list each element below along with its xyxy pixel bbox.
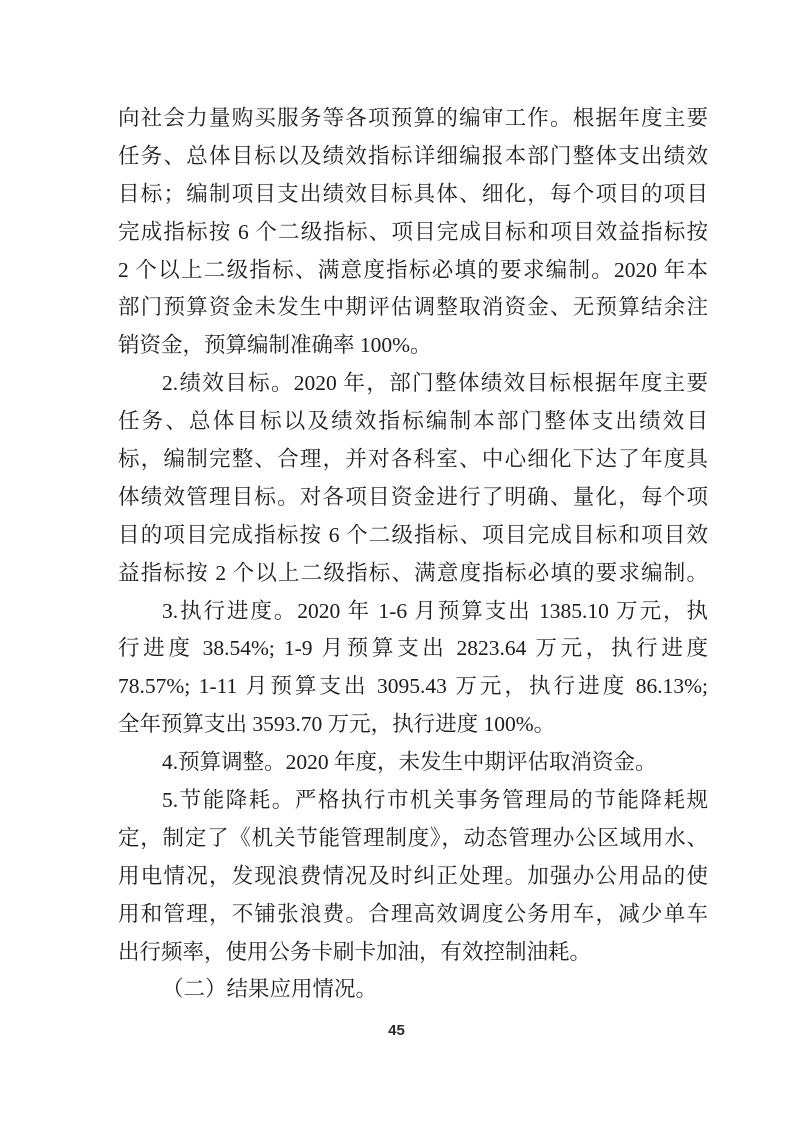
- text-line: 定，制定了《机关节能管理制度》，动态管理办公区域用水、: [118, 825, 708, 850]
- text-line: 目标；编制项目支出绩效目标具体、细化，每个项目的项目: [118, 181, 708, 206]
- paragraph: [118, 100, 708, 365]
- paragraph: [118, 744, 708, 782]
- text-line: 2.绩效目标。2020 年，部门整体绩效目标根据年度主要: [162, 371, 708, 396]
- text-line: 任务、总体目标以及绩效指标详细编报本部门整体支出绩效: [118, 143, 708, 168]
- text-line: 完成指标按 6 个二级指标、项目完成目标和项目效益指标按: [118, 219, 708, 244]
- text-line: 出行频率，使用公务卡刷卡加油，有效控制油耗。: [118, 939, 592, 964]
- text-line: 78.57%; 1-11 月预算支出 3095.43 万元，执行进度 86.13%;: [118, 674, 708, 699]
- text-line: 益指标按 2 个以上二级指标、满意度指标必填的要求编制。: [118, 560, 708, 585]
- text-line: 任务、总体目标以及绩效指标编制本部门整体支出绩效目: [118, 409, 708, 434]
- text-line: 用电情况，发现浪费情况及时纠正处理。加强办公用品的使: [118, 863, 708, 888]
- text-line: 用和管理，不铺张浪费。合理高效调度公务用车，减少单车: [118, 901, 708, 926]
- text-line: 体绩效管理目标。对各项目资金进行了明确、量化，每个项: [118, 484, 708, 509]
- text-line: 行进度 38.54%; 1-9 月预算支出 2823.64 万元，执行进度: [118, 636, 708, 661]
- text-line: （二）结果应用情况。: [162, 977, 378, 1002]
- text-line: 部门预算资金未发生中期评估调整取消资金、无预算结余注: [118, 295, 708, 320]
- text-line: 4.预算调整。2020 年度，未发生中期评估取消资金。: [162, 750, 657, 775]
- text-line: 销资金，预算编制准确率 100%。: [118, 333, 432, 358]
- page-body: [118, 100, 708, 1009]
- paragraph: [118, 365, 708, 592]
- text-line: 3.执行进度。2020 年 1-6 月预算支出 1385.10 万元，执: [162, 598, 708, 623]
- text-line: 目的项目完成指标按 6 个二级指标、项目完成目标和项目效: [118, 522, 708, 547]
- text-line: 2 个以上二级指标、满意度指标必填的要求编制。2020 年本: [118, 257, 708, 282]
- page-number: 45: [388, 1022, 405, 1039]
- text-line: 全年预算支出 3593.70 万元，执行进度 100%。: [118, 712, 556, 737]
- paragraph: [118, 782, 708, 971]
- paragraph: [118, 971, 708, 1009]
- text-line: 标，编制完整、合理，并对各科室、中心细化下达了年度具: [118, 447, 708, 472]
- text-line: 向社会力量购买服务等各项预算的编审工作。根据年度主要: [118, 106, 708, 130]
- text-line: 5.节能降耗。严格执行市机关事务管理局的节能降耗规: [162, 788, 708, 813]
- paragraph: [118, 593, 708, 745]
